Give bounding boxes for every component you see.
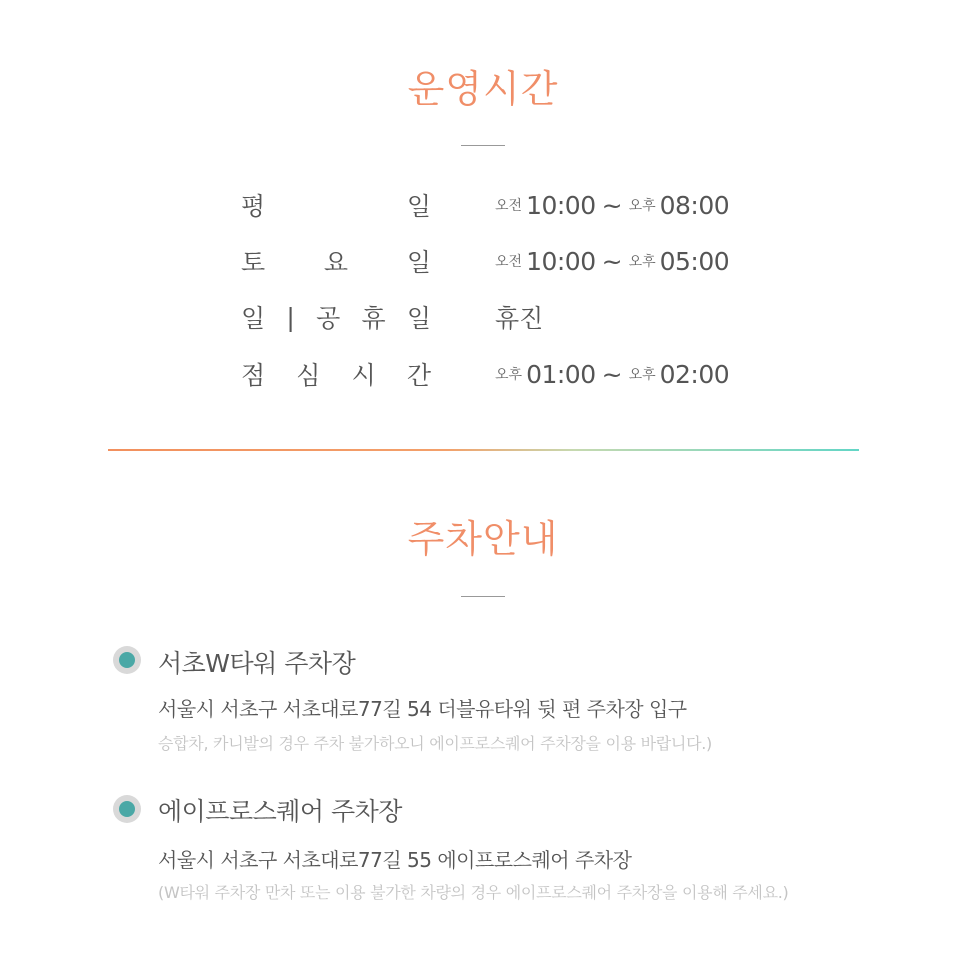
tilde: ~ bbox=[601, 246, 623, 276]
ampm-start: 오전 bbox=[495, 198, 523, 214]
label-char: 심 bbox=[296, 361, 321, 390]
end-time: 05:00 bbox=[659, 246, 730, 276]
label-char: 휴 bbox=[361, 304, 386, 333]
hours-row-weekday bbox=[0, 185, 966, 225]
tilde: ~ bbox=[601, 190, 623, 220]
parking-lot-address: 서울시 서초구 서초대로77길 55 에이프로스퀘어 주차장 bbox=[158, 848, 632, 872]
label-char: 일 bbox=[406, 304, 431, 333]
end-time: 02:00 bbox=[659, 359, 730, 389]
label-char: 평 bbox=[241, 192, 266, 221]
start-time: 10:00 bbox=[526, 190, 596, 220]
parking-lot-name: 에이프로스퀘어 주차장 bbox=[158, 797, 402, 826]
closed-text: 휴진 bbox=[495, 304, 544, 333]
parking-divider bbox=[461, 596, 505, 597]
bullet-dot-icon bbox=[113, 795, 141, 823]
ampm-end: 오후 bbox=[628, 254, 656, 270]
hours-label-holiday bbox=[241, 297, 431, 337]
hours-title: 운영시간 bbox=[407, 67, 559, 111]
parking-lot-note: 승합차, 카니발의 경우 주차 불가하오니 에이프로스퀘어 주차장을 이용 바랍니다.) bbox=[158, 734, 712, 753]
hours-label-saturday bbox=[241, 241, 431, 281]
label-char: 요 bbox=[323, 248, 349, 277]
end-time: 08:00 bbox=[659, 190, 730, 220]
hours-value-lunch bbox=[495, 354, 729, 394]
label-char: 일 bbox=[406, 248, 431, 277]
ampm-end: 오후 bbox=[628, 367, 656, 383]
start-time: 10:00 bbox=[526, 246, 596, 276]
hours-label-lunch bbox=[241, 354, 431, 394]
section-divider-gradient bbox=[108, 449, 859, 451]
parking-lot-address: 서울시 서초구 서초대로77길 54 더블유타워 뒷 편 주차장 입구 bbox=[158, 697, 687, 721]
label-char: 일 bbox=[406, 192, 431, 221]
parking-lot-note: (W타워 주차장 만차 또는 이용 불가한 차량의 경우 에이프로스퀘어 주차장을 이용해 주세요.) bbox=[158, 883, 789, 902]
hours-row-lunch bbox=[0, 354, 966, 394]
parking-title: 주차안내 bbox=[407, 517, 559, 561]
hours-value-holiday bbox=[495, 297, 543, 337]
bullet-dot-icon bbox=[113, 646, 141, 674]
ampm-start: 오전 bbox=[495, 254, 523, 270]
parking-lot-name: 서초W타워 주차장 bbox=[158, 649, 356, 678]
label-char: 공 bbox=[316, 304, 341, 333]
tilde: ~ bbox=[601, 359, 623, 389]
label-char: 시 bbox=[351, 361, 376, 390]
label-char: 간 bbox=[406, 361, 431, 390]
hours-value-saturday bbox=[495, 241, 729, 281]
label-char: 점 bbox=[241, 361, 266, 390]
label-char: 일 bbox=[241, 304, 266, 333]
ampm-start: 오후 bbox=[495, 367, 523, 383]
hours-divider bbox=[461, 145, 505, 146]
hours-row-holiday bbox=[0, 297, 966, 337]
label-char: 토 bbox=[241, 248, 266, 277]
ampm-end: 오후 bbox=[628, 198, 656, 214]
start-time: 01:00 bbox=[526, 359, 596, 389]
hours-value-weekday bbox=[495, 185, 729, 225]
hours-label-weekday bbox=[241, 185, 431, 225]
hours-row-saturday bbox=[0, 241, 966, 281]
label-char: | bbox=[286, 302, 295, 332]
